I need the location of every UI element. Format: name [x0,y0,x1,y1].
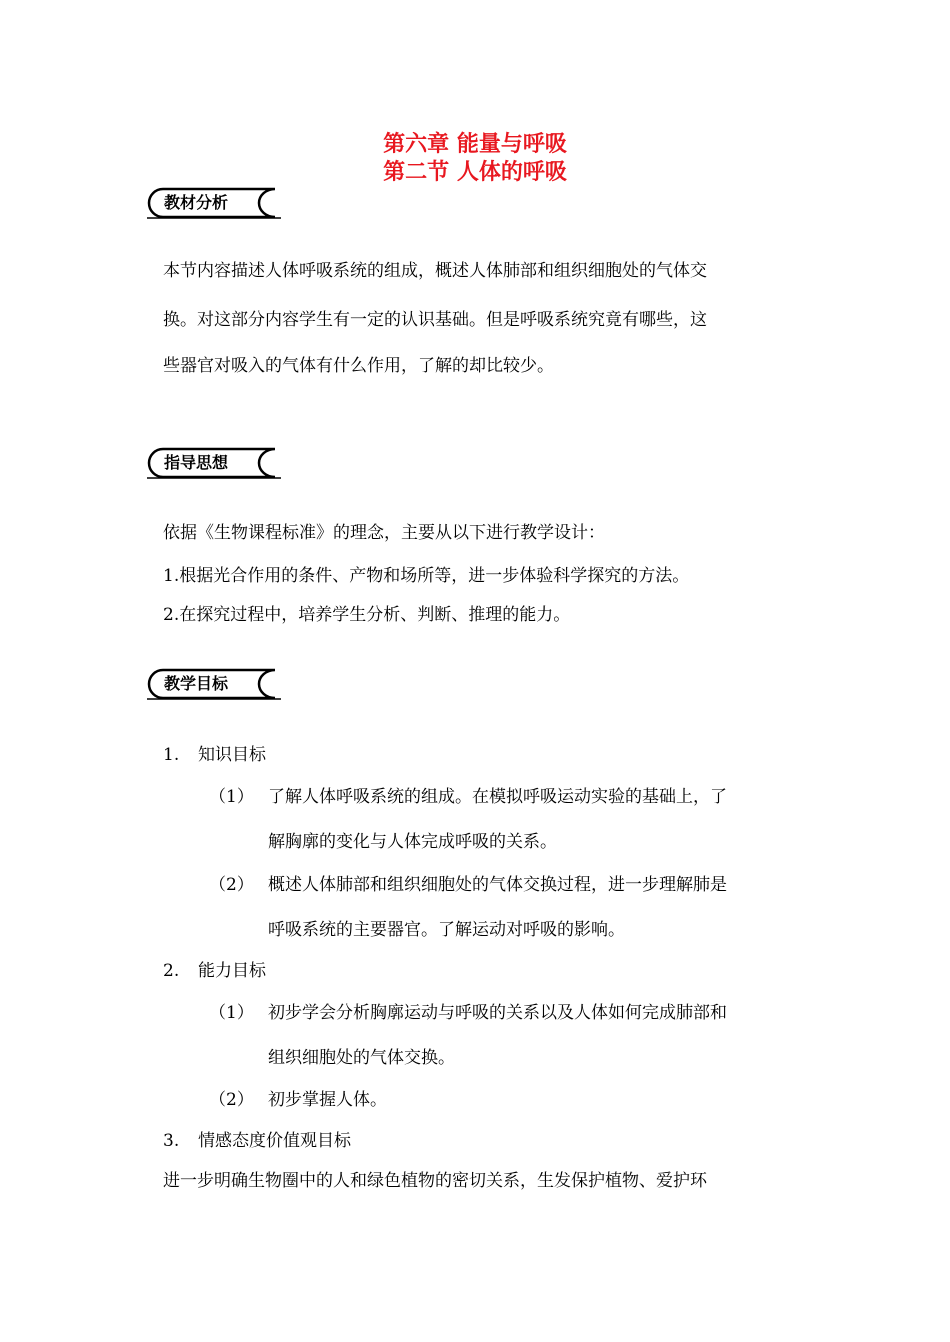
sub-goal-number: （2） [209,1090,254,1110]
badge-label: 指导思想 [164,453,229,472]
analysis-line-2: 换。对这部分内容学生有一定的认识基础。但是呼吸系统究竟有哪些，这 [163,310,707,330]
section-title: 第二节 人体的呼吸 [383,160,567,185]
sub-goal-line: 解胸廓的变化与人体完成呼吸的关系。 [268,832,557,852]
chapter-title: 第六章 能量与呼吸 [383,132,567,157]
sub-goal-line: 概述人体肺部和组织细胞处的气体交换过程，进一步理解肺是 [268,875,727,895]
section-badge-guidance [147,447,281,479]
goal-number: 2. [163,961,180,981]
section-badge-goals [147,668,281,700]
sub-goal-line: 初步学会分析胸廓运动与呼吸的关系以及人体如何完成肺部和 [268,1003,727,1023]
sub-goal-line: 组织细胞处的气体交换。 [268,1048,455,1068]
guidance-line-2: 1.根据光合作用的条件、产物和场所等，进一步体验科学探究的方法。 [163,566,690,586]
badge-label: 教学目标 [164,674,229,693]
goals-closing-line: 进一步明确生物圈中的人和绿色植物的密切关系，生发保护植物、爱护环 [163,1171,707,1191]
goal-title: 知识目标 [198,745,266,765]
goal-number: 3. [163,1131,180,1151]
sub-goal-line: 了解人体呼吸系统的组成。在模拟呼吸运动实验的基础上，了 [268,787,727,807]
sub-goal-number: （2） [209,875,254,895]
guidance-line-3: 2.在探究过程中，培养学生分析、判断、推理的能力。 [163,605,571,625]
goal-number: 1. [163,745,180,765]
sub-goal-number: （1） [209,1003,254,1023]
guidance-line-1: 依据《生物课程标准》的理念，主要从以下进行教学设计： [163,523,605,543]
goal-title: 情感态度价值观目标 [198,1131,351,1151]
analysis-line-3: 些器官对吸入的气体有什么作用，了解的却比较少。 [163,356,554,376]
sub-goal-line: 初步掌握人体。 [268,1090,387,1110]
analysis-line-1: 本节内容描述人体呼吸系统的组成，概述人体肺部和组织细胞处的气体交 [163,261,707,281]
badge-label: 教材分析 [164,193,229,212]
section-badge-analysis [147,187,281,219]
goal-title: 能力目标 [198,961,266,981]
sub-goal-number: （1） [209,787,254,807]
sub-goal-line: 呼吸系统的主要器官。了解运动对呼吸的影响。 [268,920,625,940]
